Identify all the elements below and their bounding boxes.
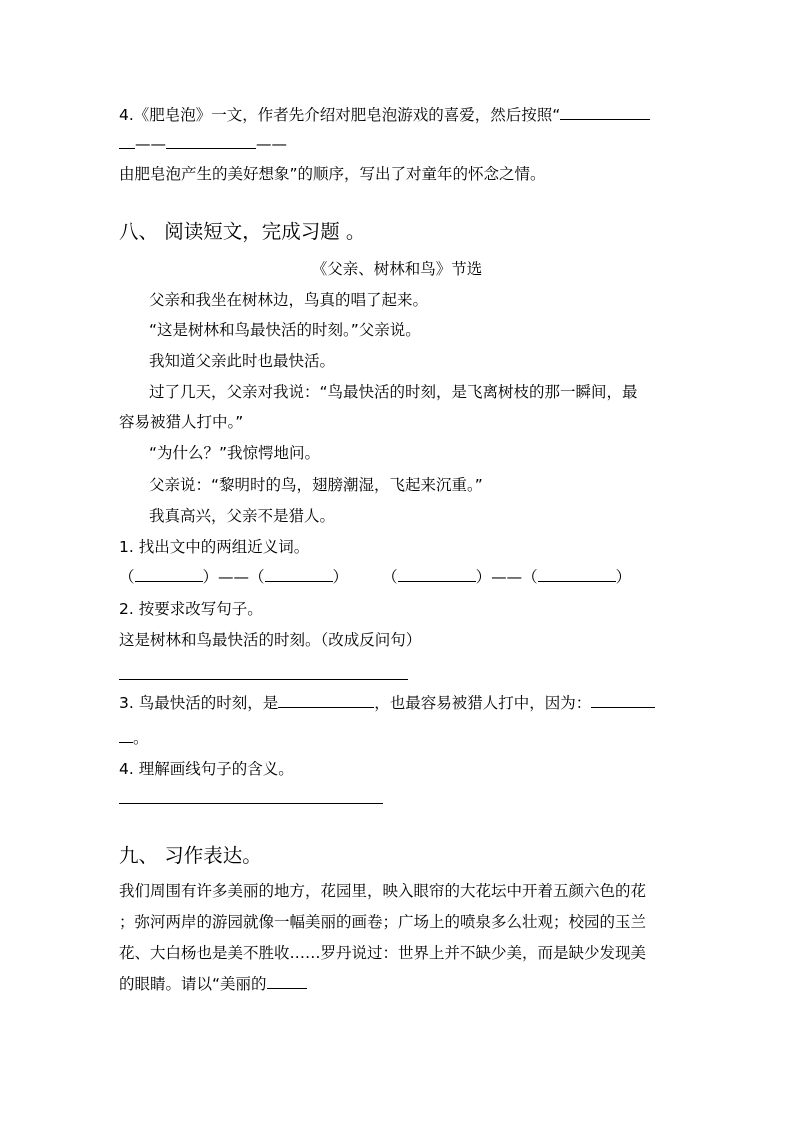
paren-open: （ (249, 568, 265, 586)
q4-line2 (119, 133, 287, 155)
q4-dash-2: —— (256, 135, 287, 153)
q4-reading-prompt: 4. 理解画线句子的含义。 (119, 760, 294, 778)
passage-title: 《父亲、树林和鸟》节选 (311, 260, 483, 278)
essay-prompt-line-last (119, 973, 307, 995)
q4-line3: 由肥皂泡产生的美好想象”的顺序，写出了对童年的怀念之情。 (119, 165, 546, 183)
passage-paragraph: 容易被猎人打中。” (119, 413, 244, 431)
paren-close: ） (475, 568, 492, 586)
q1-dash: —— (491, 568, 523, 586)
essay-prompt-line: ；弥河两岸的游园就像一幅美丽的画卷；广场上的喷泉多么壮观；校园的玉兰 (119, 913, 647, 931)
q4-line1 (119, 104, 650, 126)
q3-blank-2[interactable] (591, 693, 655, 708)
paren-open: （ (382, 568, 398, 586)
essay-title-blank[interactable] (267, 974, 307, 989)
paren-close: ） (615, 568, 632, 586)
section8-heading: 八、 阅读短文，完成习题 。 (119, 220, 366, 243)
q4-text-part1: 4.《肥皂泡》一文，作者先介绍对肥皂泡游戏的喜爱，然后按照“ (119, 106, 561, 124)
q4-blank-3[interactable] (166, 134, 256, 149)
passage-paragraph: “为什么？”我惊愕地问。 (149, 444, 321, 462)
q4-blank-1[interactable] (560, 105, 650, 120)
q4-answer-line[interactable] (119, 803, 383, 804)
essay-prompt-line: 我们周围有许多美丽的地方，花园里，映入眼帘的大花坛中开着五颜六色的花 (119, 882, 647, 900)
q2-answer-line[interactable] (119, 679, 408, 680)
q1-prompt: 1. 找出文中的两组近义词。 (119, 538, 310, 556)
passage-paragraph: 父亲说：“黎明时的鸟，翅膀潮湿，飞起来沉重。” (149, 476, 483, 494)
essay-prompt-text: 的眼睛。请以“美丽的 (119, 975, 267, 993)
q3-text-part2: ，也最容易被猎人打中，因为： (374, 694, 592, 712)
q2-sentence: 这是树林和鸟最快活的时刻。（改成反问句） (119, 631, 422, 649)
passage-paragraph: 过了几天，父亲对我说：“鸟最快活的时刻，是飞离树枝的那一瞬间，最 (149, 383, 638, 401)
synonym-blank-1b[interactable] (265, 567, 333, 582)
passage-paragraph: 我知道父亲此时也最快活。 (149, 352, 336, 370)
q4-dash-1: —— (135, 135, 166, 153)
q3-line1 (119, 692, 655, 714)
paren-close: ） (202, 568, 219, 586)
q3-text-part1: 3. 鸟最快活的时刻，是 (119, 694, 279, 712)
passage-paragraph: “这是树林和鸟最快活的时刻。”父亲说。 (149, 321, 421, 339)
passage-paragraph: 我真高兴，父亲不是猎人。 (149, 507, 336, 525)
q3-end: 。 (133, 729, 149, 747)
section9-heading: 九、 习作表达。 (119, 844, 262, 867)
q2-prompt: 2. 按要求改写句子。 (119, 600, 263, 618)
q3-line2 (119, 727, 149, 749)
paren-close: ） (332, 568, 349, 586)
synonym-blank-1a[interactable] (135, 567, 203, 582)
q3-blank-2-cont[interactable] (119, 728, 133, 743)
paren-open: （ (119, 568, 135, 586)
passage-paragraph: 父亲和我坐在树林边，鸟真的唱了起来。 (149, 291, 429, 309)
q4-blank-2[interactable] (119, 134, 135, 149)
synonym-blank-2a[interactable] (398, 567, 476, 582)
synonym-blank-2b[interactable] (538, 567, 616, 582)
q1-answer-row (119, 566, 631, 588)
essay-prompt-line: 花、大白杨也是美不胜收……罗丹说过：世界上并不缺少美，而是缺少发现美 (119, 944, 647, 962)
q3-blank-1[interactable] (278, 693, 374, 708)
paren-open: （ (522, 568, 538, 586)
q1-dash: —— (218, 568, 250, 586)
